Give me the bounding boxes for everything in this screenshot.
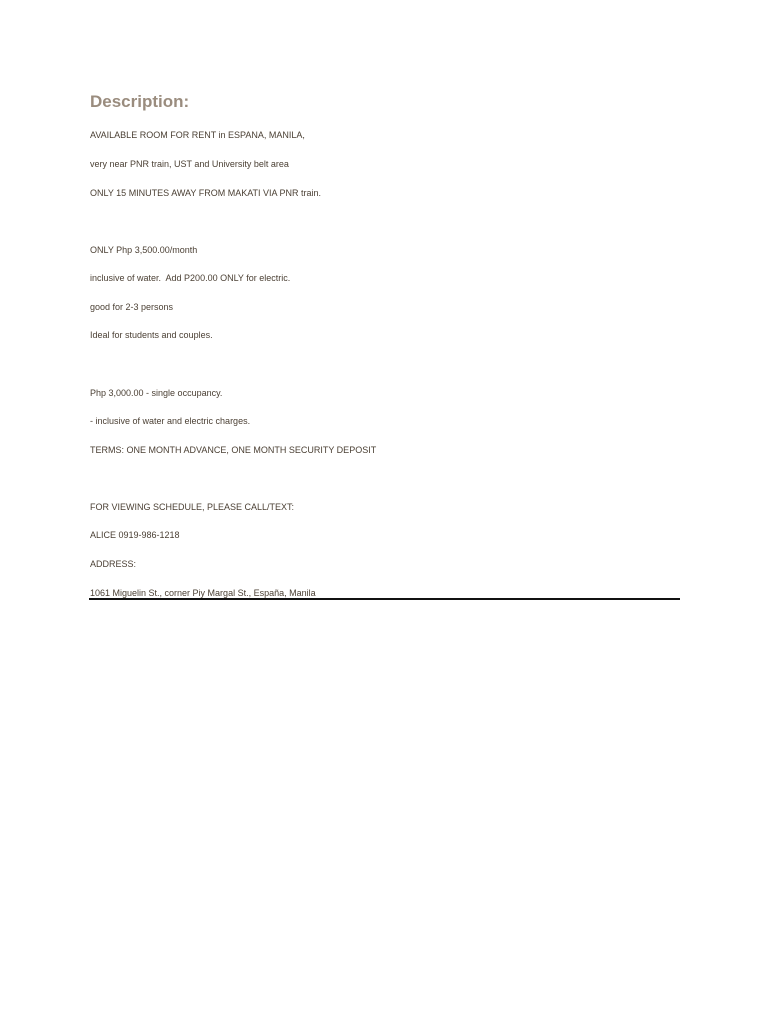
utilities-note: inclusive of water. Add P200.00 ONLY for electric.: [90, 273, 291, 283]
single-occupancy-price: Php 3,000.00 - single occupancy.: [90, 388, 223, 398]
terms-note: TERMS: ONE MONTH ADVANCE, ONE MONTH SECURITY DEPOSIT: [90, 445, 377, 455]
monthly-price: ONLY Php 3,500.00/month: [90, 245, 198, 255]
address-value: 1061 Miguelin St., corner Piy Margal St., España, Manila: [90, 588, 316, 598]
viewing-schedule-note: FOR VIEWING SCHEDULE, PLEASE CALL/TEXT:: [90, 502, 295, 512]
single-occupancy-inclusions: - inclusive of water and electric charges.: [90, 416, 251, 426]
horizontal-divider: [89, 598, 680, 600]
ideal-for-note: Ideal for students and couples.: [90, 330, 213, 340]
location-note: very near PNR train, UST and University belt area: [90, 159, 289, 169]
listing-headline: AVAILABLE ROOM FOR RENT in ESPANA, MANILA,: [90, 130, 305, 140]
contact-phone: ALICE 0919-986-1218: [90, 530, 180, 540]
capacity-note: good for 2-3 persons: [90, 302, 174, 312]
description-heading: Description:: [90, 92, 190, 111]
address-label: ADDRESS:: [90, 559, 137, 569]
commute-note: ONLY 15 MINUTES AWAY FROM MAKATI VIA PNR train.: [90, 188, 322, 198]
